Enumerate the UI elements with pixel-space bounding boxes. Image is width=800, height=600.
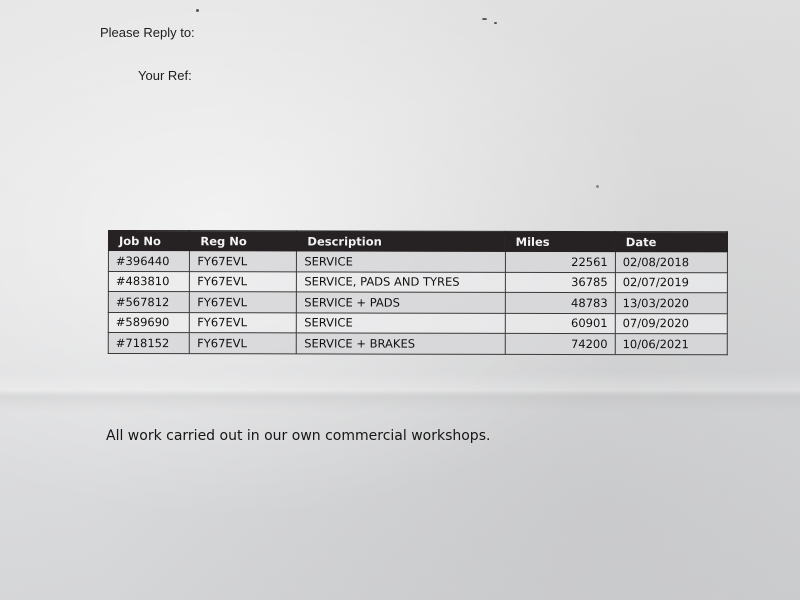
reg-no-cell: FY67EVL (190, 312, 297, 333)
reg-no-cell: FY67EVL (190, 333, 297, 354)
table-row (108, 271, 727, 293)
reg-no-cell: FY67EVL (190, 292, 297, 313)
job-no-cell: #567812 (108, 292, 189, 313)
description-cell: SERVICE (297, 312, 505, 333)
column-header-miles: Miles (505, 231, 615, 251)
miles-cell: 60901 (505, 313, 615, 334)
paper-fold-shadow (0, 372, 800, 412)
please-reply-to-label: Please Reply to: (100, 25, 195, 40)
date-cell: 02/08/2018 (615, 252, 727, 273)
reg-no-cell: FY67EVL (190, 271, 297, 292)
paper-speck (494, 22, 497, 24)
paper-speck (196, 9, 199, 12)
miles-cell: 48783 (505, 292, 615, 313)
description-cell: SERVICE + PADS (297, 292, 505, 313)
date-cell: 07/09/2020 (615, 313, 727, 334)
job-no-cell: #396440 (108, 251, 189, 272)
description-cell: SERVICE, PADS AND TYRES (297, 271, 505, 292)
date-cell: 02/07/2019 (615, 272, 727, 293)
description-cell: SERVICE (297, 251, 505, 272)
job-history-table (108, 230, 728, 355)
column-header-date: Date (615, 232, 727, 252)
reg-no-cell: FY67EVL (190, 251, 297, 272)
job-no-cell: #718152 (108, 333, 189, 354)
paper-speck (596, 185, 599, 188)
table-row (108, 251, 727, 273)
column-header-description: Description (297, 231, 505, 251)
job-no-cell: #483810 (108, 271, 189, 292)
miles-cell: 36785 (505, 272, 615, 293)
workshop-note: All work carried out in our own commercial workshops. (106, 428, 491, 444)
description-cell: SERVICE + BRAKES (297, 333, 505, 354)
column-header-reg-no: Reg No (190, 231, 297, 251)
your-ref-label: Your Ref: (138, 68, 192, 83)
paper-speck (482, 18, 487, 20)
table-header-row (108, 231, 727, 252)
table-row (108, 333, 727, 355)
table-row (108, 292, 727, 314)
job-no-cell: #589690 (108, 312, 189, 333)
miles-cell: 74200 (505, 333, 615, 354)
column-header-job-no: Job No (108, 231, 189, 251)
date-cell: 13/03/2020 (615, 293, 727, 314)
table-row (108, 312, 727, 334)
miles-cell: 22561 (505, 251, 615, 272)
date-cell: 10/06/2021 (615, 334, 727, 355)
